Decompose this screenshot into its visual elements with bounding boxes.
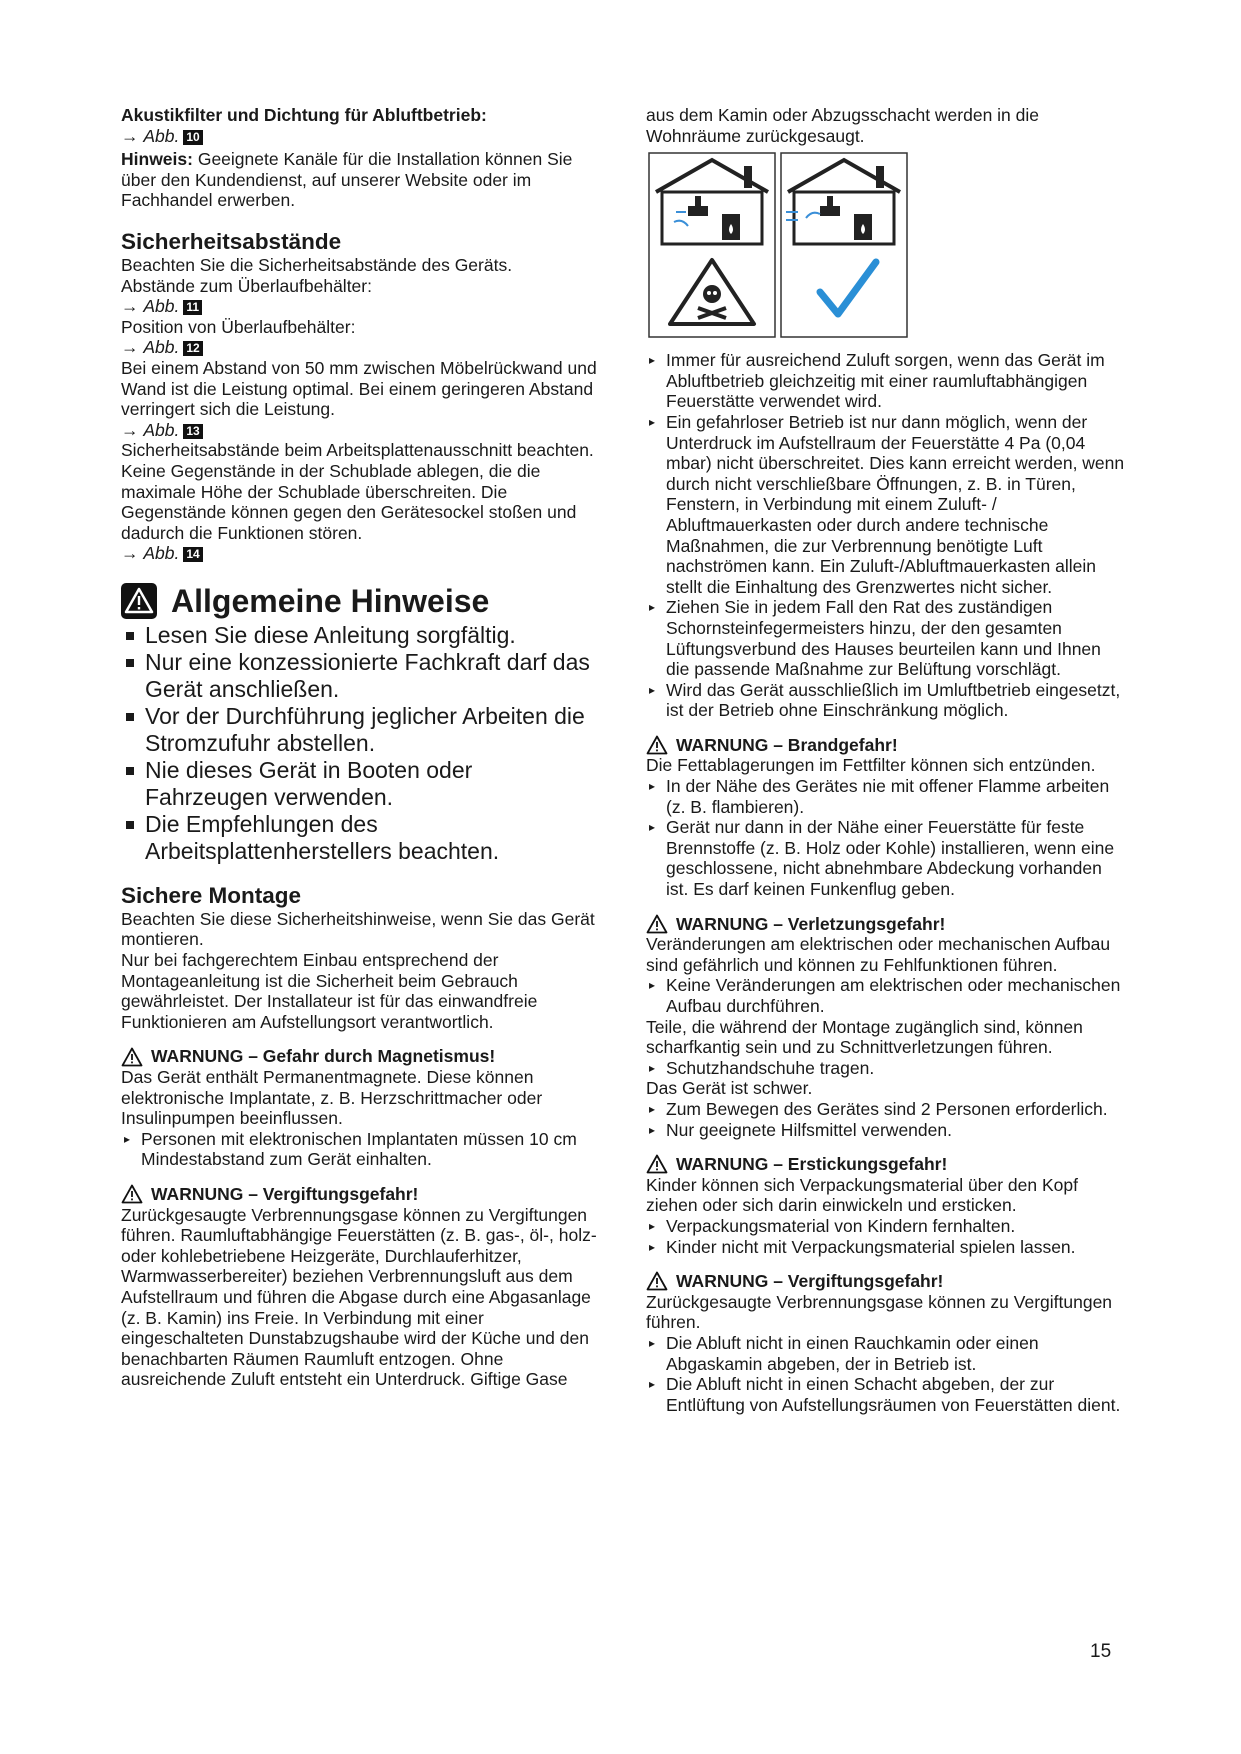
figure-badge: 12 [183,341,202,356]
warning-triangle-icon [646,1154,668,1174]
paragraph: Position von Überlaufbehälter: [121,316,356,337]
list-item: ▸ Personen mit elektronischen Implantaten müssen 10 cm Mindestabstand zum Gerät einhalten. [121,1129,601,1170]
paragraph: Das Gerät enthält Permanentmagnete. Diese können elektronische Implantate, z. B. Herzschrittmacher oder Insulinpumpen beeinflussen. [121,1067,543,1129]
warning-heading: WARNUNG – Brandgefahr! [646,735,1126,756]
paragraph: Beachten Sie die Sicherheitsabstände des Geräts. [121,254,513,275]
list-item: Die Empfehlungen des Arbeitsplattenherstellers beachten. [121,811,601,865]
poison-list [646,1333,1126,1415]
paragraph: Keine Gegenstände in der Schublade ablegen, die die maximale Höhe der Schublade überschreiten. Die Gegenstände können gegen den Gerätesockel stoßen und dadurch die Funktionen stören. [121,460,577,543]
list-item: ▸ In der Nähe des Gerätes nie mit offener Flamme arbeiten (z. B. flambieren). [646,776,1126,817]
list-item: ▸ Keine Veränderungen am elektrischen oder mechanischen Aufbau durchführen. [646,975,1126,1016]
warning-triangle-icon [646,735,668,755]
paragraph: Zurückgesaugte Verbrennungsgase können zu Vergiftungen führen. [646,1291,1113,1333]
list-item: Nur eine konzessionierte Fachkraft darf das Gerät anschließen. [121,649,601,703]
list-item: Vor der Durchführung jeglicher Arbeiten die Stromzufuhr abstellen. [121,703,601,757]
magnet-list [121,1129,601,1170]
injury-list [646,1058,1126,1079]
list-item: ▸ Kinder nicht mit Verpackungsmaterial spielen lassen. [646,1237,1126,1258]
warning-triangle-icon [646,1271,668,1291]
warning-triangle-icon [121,1184,143,1204]
paragraph: Bei einem Abstand von 50 mm zwischen Möbelrückwand und Wand ist die Leistung optimal. Bei einem geringeren Abstand verringert sich die Leistung. [121,357,597,420]
paragraph: Das Gerät ist schwer. [646,1078,813,1099]
list-item: ▸ Die Abluft nicht in einen Schacht abgeben, der zur Entlüftung von Aufstellungsräumen von Feuerstätten dient. [646,1374,1126,1415]
warning-triangle-icon [646,914,668,934]
warning-heading: WARNUNG – Verletzungsgefahr! [646,914,1126,935]
list-item: ▸ Nur geeignete Hilfsmittel verwenden. [646,1120,1126,1141]
paragraph: Nur bei fachgerechtem Einbau entsprechend der Montageanleitung ist die Sicherheit beim Gebrauch gewährleistet. Der Installateur ist für das einwandfreie Funktionieren am Aufstellungsort verantwortlich. [121,950,538,1032]
suffocation-list [646,1216,1126,1257]
section-title-mount: Sichere Montage [121,882,302,908]
list-item: Nie dieses Gerät in Booten oder Fahrzeugen verwenden. [121,757,601,811]
house-exhaust-danger-icon [648,152,776,338]
injury-list [646,975,1126,1016]
list-item: ▸ Ziehen Sie in jedem Fall den Rat des zuständigen Schornsteinfegermeisters hinzu, der den gesamten Lüftungsverbund des Hauses beurteilen kann und Ihnen die passende Maßnahme zur Belüftung vorschlägt. [646,597,1126,679]
figure-badge: 11 [183,300,202,315]
left-column [121,105,601,1390]
figure-ref: → Abb. 14 [121,543,601,564]
paragraph: Zurückgesaugte Verbrennungsgase können zu Vergiftungen führen. Raumluftabhängige Feuerstätten (z. B. gas-, öl-, holz- oder kohlebetriebene Heizgeräte, Durchlauferhitzer, Warmwasserbereiter) beziehen Verbrennungsluft aus dem Aufstellraum und führen die Abgase durch eine Abgasanlage (z. B. Kamin) ins Freie. In Verbindung mit einer eingeschalteten Dunstabzugshaube wird der Küche und den benachbarten Räumen Raumluft entzogen. Ohne ausreichende Zuluft entsteht ein Unterdruck. Giftige Gase [121,1204,597,1390]
paragraph: Beachten Sie diese Sicherheitshinweise, wenn Sie das Gerät montieren. [121,908,595,950]
house-ventilated-ok-icon [780,152,908,338]
figure-badge: 14 [183,547,202,562]
page-number: 15 [1090,1641,1112,1662]
paragraph: Kinder können sich Verpackungsmaterial über den Kopf ziehen oder sich darin einwickeln und ersticken. [646,1174,1078,1216]
list-item: ▸ Ein gefahrloser Betrieb ist nur dann möglich, wenn der Unterdruck im Aufstellraum der Feuerstätte 4 Pa (0,04 mbar) nicht überschreitet. Dies kann erreicht werden, wenn durch nicht verschließbare Öffnungen, z. B. in Türen, Fenstern, in Verbindung mit einem Zuluft- / Abluftmauerkasten oder durch andere technische Maßnahmen, die zur Verbrennung benötigte Luft nachströmen kann. Ein Zuluft-/Abluftmauerkasten allein stellt die Einhaltung des Grenzwertes nicht sicher. [646,412,1126,597]
list-item: ▸ Schutzhandschuhe tragen. [646,1058,1126,1079]
list-item: Lesen Sie diese Anleitung sorgfältig. [121,622,601,649]
section-header-general [121,582,601,620]
injury-list [646,1099,1126,1140]
paragraph: Teile, die während der Montage zugänglich sind, können scharfkantig sein und zu Schnittverletzungen führen. [646,1016,1083,1058]
list-item: ▸ Wird das Gerät ausschließlich im Umluftbetrieb eingesetzt, ist der Betrieb ohne Einschränkung möglich. [646,680,1126,721]
hinweis-note: Hinweis: Geeignete Kanäle für die Installation können Sie über den Kundendienst, auf unserer Website oder im Fachhandel erwerben. [121,149,573,211]
warning-heading: WARNUNG – Gefahr durch Magnetismus! [121,1046,601,1067]
figure-ref: → Abb. 13 [121,420,601,441]
section-title-general: Allgemeine Hinweise [171,582,490,619]
list-item: ▸ Die Abluft nicht in einen Rauchkamin oder einen Abgaskamin abgeben, der in Betrieb ist. [646,1333,1126,1374]
figure-badge: 10 [183,130,202,145]
figure-ref: → Abb. 11 [121,296,601,317]
list-item: ▸ Gerät nur dann in der Nähe einer Feuerstätte für feste Brennstoffe (z. B. Holz oder Kohle) installieren, wenn eine geschlossene, nicht abnehmbare Abdeckung vorhanden ist. Es darf keinen Funkenflug geben. [646,817,1126,899]
general-list [121,622,601,865]
paragraph: Die Fettablagerungen im Fettfilter können sich entzünden. [646,755,1096,776]
ventilation-illustration [648,152,908,338]
warning-heading: WARNUNG – Erstickungsgefahr! [646,1154,1126,1175]
paragraph: Abstände zum Überlaufbehälter: [121,275,372,296]
acoustic-heading: Akustikfilter und Dichtung für Abluftbetrieb: [121,105,487,125]
warning-triangle-icon [121,1047,143,1067]
paragraph: aus dem Kamin oder Abzugsschacht werden in die Wohnräume zurückgesaugt. [646,105,1040,146]
paragraph: Veränderungen am elektrischen oder mechanischen Aufbau sind gefährlich und können zu Fehlfunktionen führen. [646,934,1111,975]
acoustic-ref: → Abb. 10 [121,126,601,147]
section-title-safety: Sicherheitsabstände [121,228,342,254]
warning-heading: WARNUNG – Vergiftungsgefahr! [646,1271,1126,1292]
list-item: ▸ Immer für ausreichend Zuluft sorgen, wenn das Gerät im Abluftbetrieb gleichzeitig mit einer raumluftabhängigen Feuerstätte verwendet wird. [646,350,1126,412]
list-item: ▸ Zum Bewegen des Gerätes sind 2 Personen erforderlich. [646,1099,1126,1120]
list-item: ▸ Verpackungsmaterial von Kindern fernhalten. [646,1216,1126,1237]
fire-list [646,776,1126,900]
warning-heading: WARNUNG – Vergiftungsgefahr! [121,1184,601,1205]
figure-ref: → Abb. 12 [121,337,601,358]
airflow-list [646,350,1126,721]
warning-icon [121,583,157,619]
figure-badge: 13 [183,424,202,439]
right-column [646,105,1126,1415]
paragraph: Sicherheitsabstände beim Arbeitsplattenausschnitt beachten. [121,440,594,461]
